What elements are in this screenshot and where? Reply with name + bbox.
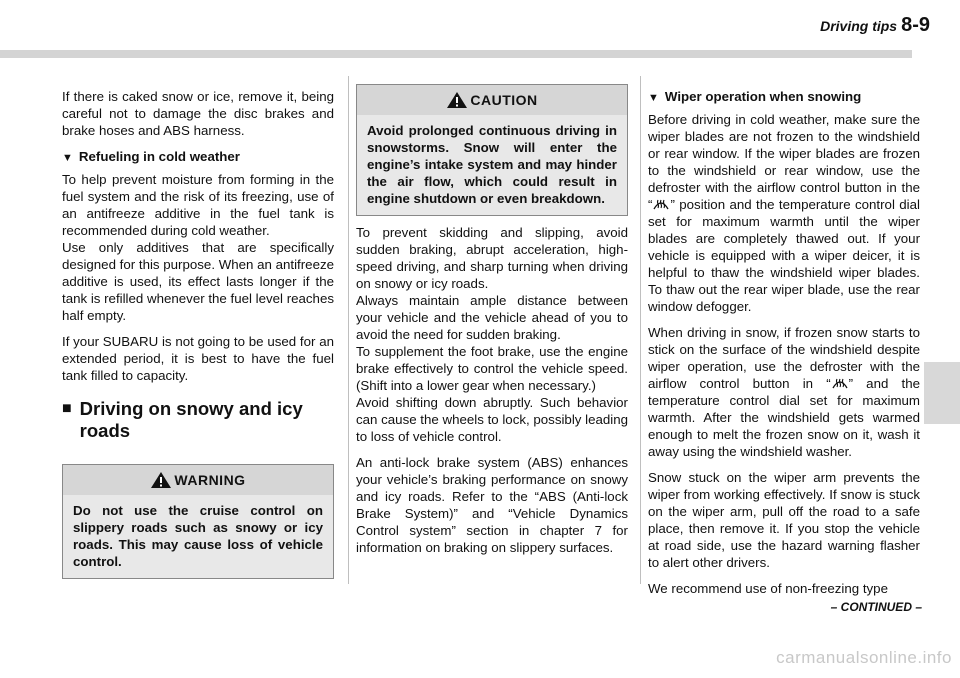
watermark: carmanualsonline.info xyxy=(776,648,952,667)
section-heading xyxy=(62,398,334,442)
paragraph: If there is caked snow or ice, remove it, being careful not to damage the disc brakes and brake hoses and ABS harness. xyxy=(62,89,334,138)
subheading xyxy=(62,148,334,167)
column-divider xyxy=(348,76,349,584)
paragraph: Use only additives that are specifically designed for this purpose. When an antifreeze additive is used, its effect lasts longer if the tank is refilled whenever the fuel level reaches half empty. xyxy=(62,240,335,323)
section-title: Driving tips xyxy=(820,18,898,34)
paragraph: Always maintain ample distance between your vehicle and the vehicle ahead of you to avoid the need for sudden braking. xyxy=(356,293,628,342)
continued-label: – CONTINUED – xyxy=(830,600,922,614)
column-3 xyxy=(648,88,920,606)
paragraph: We recommend use of non-freezing type xyxy=(648,581,888,596)
triangle-bullet-icon: ▼ xyxy=(62,152,73,164)
paragraph: An anti-lock brake system (ABS) enhances your vehicle’s braking performance on snowy and icy roads. Refer to the “ABS (Anti-lock Brake System)” and “Vehicle Dynamics Control system” section in chapter 7 for information on braking on slippery surfaces. xyxy=(356,455,628,555)
warning-title: WARNING xyxy=(174,471,246,488)
defroster-icon xyxy=(652,197,670,211)
column-1 xyxy=(62,88,334,579)
paragraph xyxy=(648,111,920,315)
triangle-bullet-icon: ▼ xyxy=(648,92,659,104)
header-bar xyxy=(0,50,912,58)
section-heading-text: Driving on snowy and icy roads xyxy=(79,398,303,441)
running-head xyxy=(820,14,930,50)
paragraph: To prevent skidding and slipping, avoid sudden braking, abrupt acceleration, high-speed driving, and sharp turning when driving on snowy or icy roads. xyxy=(356,225,628,291)
chapter-tab xyxy=(924,362,960,424)
paragraph: If your SUBARU is not going to be used for an extended period, it is best to have the fuel tank filled to capacity. xyxy=(62,334,334,383)
caution-header xyxy=(357,85,627,115)
warning-text: Do not use the cruise control on slippery roads such as snowy or icy roads. This may cause loss of vehicle control. xyxy=(63,495,333,578)
subheading-text: Wiper operation when snowing xyxy=(664,89,862,104)
warning-triangle-icon xyxy=(150,471,172,489)
caution-box xyxy=(356,84,628,216)
warning-header xyxy=(63,465,333,495)
paragraph-text: ” position and the temperature control dial set for maximum warmth until the wiper blades are completely thawed out. If your vehicle is equipped with a wiper deicer, it is helpful to thaw the windshield wiper blades. To thaw out the rear wiper blade, use the rear window defogger. xyxy=(648,197,920,314)
paragraph-text: ” and the temperature control dial set for maximum warmth. After the windshield gets warmed enough to melt the frozen snow on it, wash it away using the windshield washer. xyxy=(648,376,920,459)
subheading-text: Refueling in cold weather xyxy=(78,149,240,164)
subheading xyxy=(648,88,920,107)
page-number: 8-9 xyxy=(901,14,930,36)
column-2 xyxy=(356,78,628,565)
paragraph-text: Before driving in cold weather, make sure the wiper blades are not frozen to the windshield or rear window. If the wiper blades are frozen to the windshield or rear window, use the defroster with the airflow control button in the “ xyxy=(648,112,920,212)
paragraph: Avoid shifting down abruptly. Such behavior can cause the wheels to lock, possibly leading to loss of vehicle control. xyxy=(356,395,629,444)
caution-title: CAUTION xyxy=(470,91,538,108)
paragraph: Snow stuck on the wiper arm prevents the wiper from working effectively. If snow is stuck on the wiper arm, pull off the road to a safe place, then remove it. If you stop the vehicle at road side, use the hazard warning flasher to alert other drivers. xyxy=(648,470,920,570)
defroster-icon xyxy=(831,376,849,390)
caution-text: Avoid prolonged continuous driving in snowstorms. Snow will enter the engine’s intake system and may hinder the air flow, which could result in engine shutdown or even breakdown. xyxy=(357,115,627,215)
warning-box xyxy=(62,464,334,579)
square-bullet-icon: ■ xyxy=(62,400,72,417)
warning-triangle-icon xyxy=(446,91,468,109)
paragraph xyxy=(648,324,920,460)
paragraph: To supplement the foot brake, use the engine brake effectively to control the vehicle speed. (Shift into a lower gear when necessary.) xyxy=(356,344,628,393)
paragraph: To help prevent moisture from forming in the fuel system and the risk of its freezing, use of an antifreeze additive in the fuel tank is recommended during cold weather. xyxy=(62,172,334,238)
column-divider xyxy=(640,76,641,584)
paragraph-text: When driving in snow, if frozen snow starts to stick on the surface of the windshield despite wiper operation, use the defroster with the airflow control button in “ xyxy=(648,325,920,391)
